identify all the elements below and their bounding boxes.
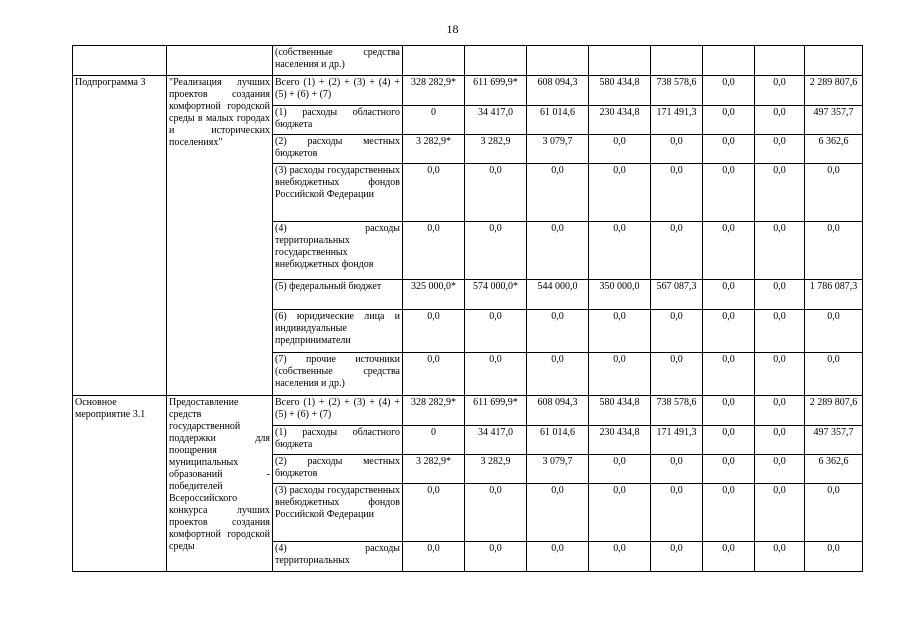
amount-cell: 0,0: [651, 310, 703, 353]
amount-cell: 0,0: [703, 426, 755, 455]
amount-cell: 0,0: [703, 280, 755, 310]
amount-cell: 3 079,7: [527, 135, 589, 164]
amount-cell: 497 357,7: [805, 106, 863, 135]
amount-cell: 0,0: [589, 164, 651, 222]
amount-cell: 0,0: [527, 310, 589, 353]
amount-cell: 3 282,9*: [403, 455, 465, 484]
amount-cell: 0: [403, 426, 465, 455]
amount-cell: 0,0: [527, 484, 589, 542]
amount-cell: 0,0: [755, 484, 805, 542]
amount-cell: 0,0: [755, 76, 805, 106]
amount-cell: 0,0: [703, 76, 755, 106]
amount-cell: [465, 46, 527, 76]
amount-cell: 0,0: [403, 353, 465, 396]
table-row: [73, 76, 863, 106]
program-name-cell: [167, 46, 273, 76]
amount-cell: 325 000,0*: [403, 280, 465, 310]
amount-cell: 61 014,6: [527, 106, 589, 135]
program-label-cell: Подпрограмма 3: [73, 76, 167, 396]
funding-source-cell: (7) прочие источники (собственные средства населения и др.): [273, 353, 403, 396]
funding-source-cell: (3) расходы государственных внебюджетных фондов Российской Федерации: [273, 164, 403, 222]
amount-cell: 2 289 807,6: [805, 396, 863, 426]
amount-cell: 61 014,6: [527, 426, 589, 455]
amount-cell: 0,0: [651, 135, 703, 164]
funding-source-cell: (2) расходы местных бюджетов: [273, 455, 403, 484]
amount-cell: 0,0: [703, 106, 755, 135]
amount-cell: 230 434,8: [589, 106, 651, 135]
amount-cell: 3 282,9: [465, 455, 527, 484]
program-label-cell: [73, 46, 167, 76]
amount-cell: 0,0: [465, 353, 527, 396]
funding-source-cell: (4) расходы территориальных: [273, 542, 403, 572]
amount-cell: 0,0: [527, 353, 589, 396]
amount-cell: 1 786 087,3: [805, 280, 863, 310]
amount-cell: 0,0: [403, 542, 465, 572]
amount-cell: 574 000,0*: [465, 280, 527, 310]
amount-cell: [703, 46, 755, 76]
amount-cell: 738 578,6: [651, 396, 703, 426]
amount-cell: 0,0: [403, 164, 465, 222]
funding-source-cell: (5) федеральный бюджет: [273, 280, 403, 310]
amount-cell: 0,0: [527, 542, 589, 572]
amount-cell: 0,0: [651, 542, 703, 572]
amount-cell: 0,0: [703, 484, 755, 542]
amount-cell: 0,0: [589, 353, 651, 396]
amount-cell: 738 578,6: [651, 76, 703, 106]
amount-cell: 0,0: [703, 353, 755, 396]
amount-cell: 0,0: [589, 135, 651, 164]
amount-cell: 0,0: [465, 310, 527, 353]
program-name-cell: Предоставление средств государственной поддержки для поощрения муниципальных образований - победителей Всероссийского конкурса лучших проектов создания комфортной городской среды: [167, 396, 273, 572]
amount-cell: 608 094,3: [527, 76, 589, 106]
amount-cell: 0,0: [755, 222, 805, 280]
amount-cell: 0,0: [651, 164, 703, 222]
funding-source-cell: (3) расходы государственных внебюджетных фондов Российской Федерации: [273, 484, 403, 542]
amount-cell: 2 289 807,6: [805, 76, 863, 106]
amount-cell: 0,0: [805, 310, 863, 353]
amount-cell: 0,0: [805, 222, 863, 280]
amount-cell: [805, 46, 863, 76]
amount-cell: [527, 46, 589, 76]
amount-cell: 0,0: [755, 106, 805, 135]
amount-cell: 230 434,8: [589, 426, 651, 455]
table-row: [73, 46, 863, 76]
amount-cell: 0,0: [589, 542, 651, 572]
amount-cell: 3 079,7: [527, 455, 589, 484]
amount-cell: 0,0: [755, 280, 805, 310]
funding-source-cell: (собственные средства населения и др.): [273, 46, 403, 76]
amount-cell: 0: [403, 106, 465, 135]
amount-cell: 580 434,8: [589, 76, 651, 106]
amount-cell: 171 491,3: [651, 106, 703, 135]
amount-cell: 6 362,6: [805, 135, 863, 164]
amount-cell: 544 000,0: [527, 280, 589, 310]
amount-cell: 0,0: [589, 455, 651, 484]
amount-cell: 3 282,9: [465, 135, 527, 164]
amount-cell: 0,0: [589, 222, 651, 280]
amount-cell: [403, 46, 465, 76]
funding-source-cell: (1) расходы областного бюджета: [273, 106, 403, 135]
amount-cell: 0,0: [805, 542, 863, 572]
amount-cell: 0,0: [805, 353, 863, 396]
amount-cell: 0,0: [703, 222, 755, 280]
amount-cell: 0,0: [465, 164, 527, 222]
amount-cell: 3 282,9*: [403, 135, 465, 164]
amount-cell: 0,0: [755, 353, 805, 396]
amount-cell: 0,0: [651, 455, 703, 484]
amount-cell: 328 282,9*: [403, 396, 465, 426]
amount-cell: 0,0: [755, 164, 805, 222]
amount-cell: 350 000,0: [589, 280, 651, 310]
amount-cell: [589, 46, 651, 76]
amount-cell: 0,0: [805, 164, 863, 222]
amount-cell: 0,0: [755, 455, 805, 484]
amount-cell: 611 699,9*: [465, 76, 527, 106]
amount-cell: 580 434,8: [589, 396, 651, 426]
funding-source-cell: (4) расходы территориальных государственных внебюджетных фондов: [273, 222, 403, 280]
amount-cell: 0,0: [403, 310, 465, 353]
funding-source-cell: (2) расходы местных бюджетов: [273, 135, 403, 164]
funding-source-cell: (6) юридические лица и индивидуальные предприниматели: [273, 310, 403, 353]
amount-cell: 0,0: [403, 222, 465, 280]
amount-cell: 0,0: [589, 484, 651, 542]
funding-source-cell: Всего (1) + (2) + (3) + (4) + (5) + (6) + (7): [273, 76, 403, 106]
amount-cell: 0,0: [703, 542, 755, 572]
amount-cell: 0,0: [403, 484, 465, 542]
amount-cell: 0,0: [527, 164, 589, 222]
funding-source-cell: Всего (1) + (2) + (3) + (4) + (5) + (6) + (7): [273, 396, 403, 426]
amount-cell: 567 087,3: [651, 280, 703, 310]
amount-cell: 0,0: [703, 396, 755, 426]
program-name-cell: "Реализация лучших проектов создания комфортной городской среды в малых городах и исторических поселениях": [167, 76, 273, 396]
amount-cell: 0,0: [527, 222, 589, 280]
amount-cell: 0,0: [703, 135, 755, 164]
amount-cell: 0,0: [755, 542, 805, 572]
amount-cell: 497 357,7: [805, 426, 863, 455]
amount-cell: 171 491,3: [651, 426, 703, 455]
amount-cell: 0,0: [703, 164, 755, 222]
amount-cell: 611 699,9*: [465, 396, 527, 426]
page-number: 18: [446, 22, 459, 36]
amount-cell: 0,0: [755, 426, 805, 455]
amount-cell: 0,0: [805, 484, 863, 542]
amount-cell: 0,0: [465, 484, 527, 542]
amount-cell: 0,0: [589, 310, 651, 353]
amount-cell: 6 362,6: [805, 455, 863, 484]
amount-cell: 0,0: [755, 310, 805, 353]
amount-cell: [651, 46, 703, 76]
table-row: [73, 396, 863, 426]
program-label-cell: Основное мероприятие 3.1: [73, 396, 167, 572]
amount-cell: 0,0: [755, 135, 805, 164]
amount-cell: 0,0: [755, 396, 805, 426]
amount-cell: 0,0: [465, 542, 527, 572]
amount-cell: 0,0: [651, 222, 703, 280]
amount-cell: 0,0: [651, 353, 703, 396]
amount-cell: 34 417,0: [465, 106, 527, 135]
amount-cell: [755, 46, 805, 76]
budget-table: [72, 45, 863, 572]
amount-cell: 328 282,9*: [403, 76, 465, 106]
amount-cell: 0,0: [703, 310, 755, 353]
amount-cell: 0,0: [703, 455, 755, 484]
funding-source-cell: (1) расходы областного бюджета: [273, 426, 403, 455]
amount-cell: 0,0: [465, 222, 527, 280]
amount-cell: 608 094,3: [527, 396, 589, 426]
table-body: [73, 46, 863, 572]
amount-cell: 34 417,0: [465, 426, 527, 455]
amount-cell: 0,0: [651, 484, 703, 542]
